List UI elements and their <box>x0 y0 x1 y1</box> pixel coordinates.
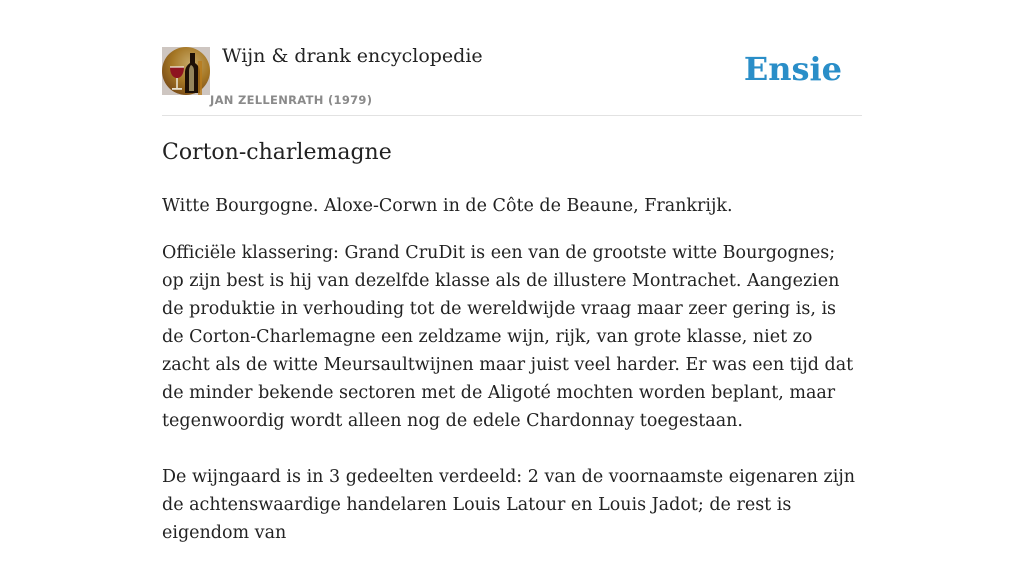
book-author: JAN ZELLENRATH (1979) <box>210 93 373 107</box>
entry-body <box>162 192 862 566</box>
entry-paragraph: Witte Bourgogne. Aloxe-Corwn in de Côte de Beaune, Frankrijk. <box>162 196 733 216</box>
content-column <box>162 0 862 543</box>
book-header <box>162 0 862 116</box>
entry-paragraph: Officiële klassering: Grand CruDit is een van de grootste witte Bourgognes; op zijn best is hij van dezelfde klasse als de illustere Montrachet. Aangezien de produktie in verhouding tot de wereldwijde vraag maar zeer gering is, is de Corton-Charlemagne een zeldzame wijn, rijk, van grote klasse, niet zo zacht als de witte Meursaultwijnen maar juist veel harder. Er was een tijd dat de minder bekende sectoren met de Aligoté mochten worden beplant, maar tegenwoordig wordt alleen nog de edele Chardonnay toegestaan. <box>162 243 854 431</box>
entry-title: Corton-charlemagne <box>162 140 392 165</box>
wine-bottle-glass-icon <box>162 47 210 95</box>
ensie-logo[interactable]: Ensie <box>743 50 842 88</box>
entry-paragraph: De wijngaard is in 3 gedeelten verdeeld: 2 van de voornaamste eigenaren zijn de achtenswaardige handelaren Louis Latour en Louis Jadot; de rest is eigendom van <box>162 467 856 543</box>
book-title[interactable]: Wijn & drank encyclopedie <box>222 45 483 67</box>
book-cover-avatar[interactable] <box>162 47 210 95</box>
